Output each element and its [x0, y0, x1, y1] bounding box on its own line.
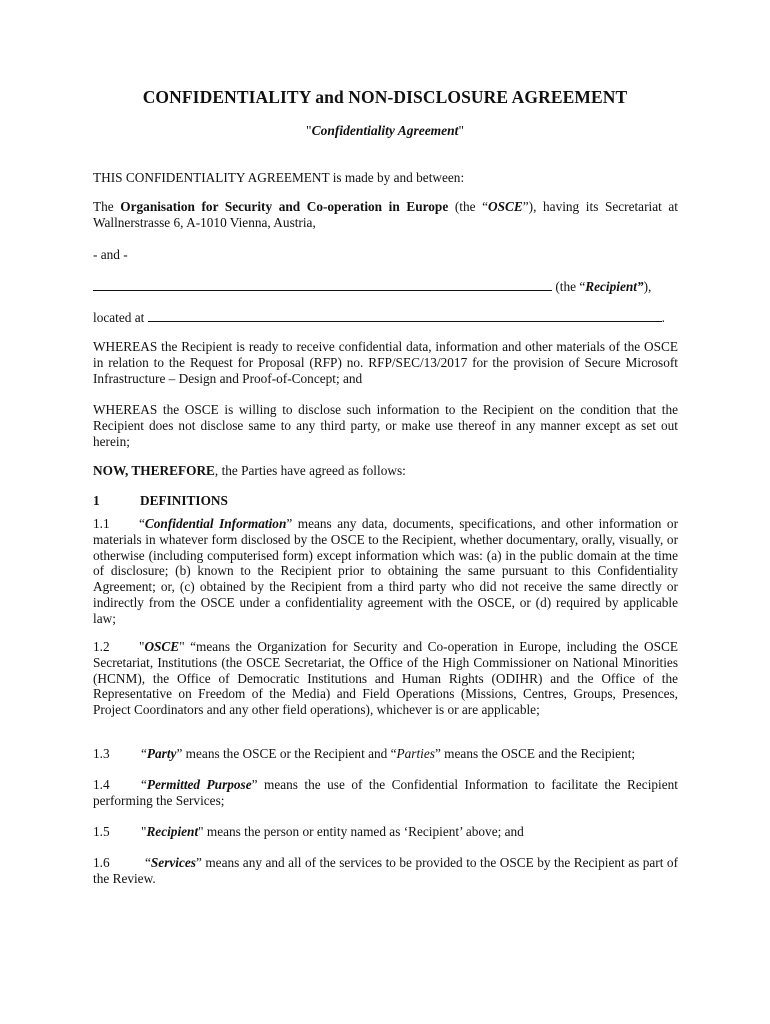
definition-1-2 [93, 639, 678, 718]
def-1-1-number: 1.1 [93, 516, 110, 531]
party1-mid: (the “ [448, 199, 489, 214]
party-osce-paragraph [93, 199, 678, 231]
def-1-2-number: 1.2 [93, 639, 110, 654]
def-1-3-text: ” means the OSCE and the Recipient; [434, 746, 636, 761]
subtitle-open-quote: " [306, 123, 312, 138]
located-label: located at [93, 310, 145, 325]
def-1-2-open: " [139, 639, 145, 654]
def-1-6-number: 1.6 [93, 855, 110, 870]
located-end: . [661, 310, 665, 325]
document-subtitle [0, 123, 770, 139]
now-therefore-paragraph [93, 463, 678, 479]
def-1-1-text: ” means any data, documents, specifications, and other information or materials in whatever form disclosed by the OSCE to the Recipient, whether documentary, orally, visually, or otherwise (including computerised form) except information which was: (a) in the public domain at the time of disclosure; (b) known to the Recipient prior to obtaining the same pursuant to this Confidentiality Agreement; or, (c) obtained by the Recipient from a third party who did not receive the same directly or indirectly from the OSCE under a confidentiality agreement with the OSCE, or (d) required by applicable law; [93, 516, 679, 626]
definition-1-1 [93, 516, 678, 627]
def-1-4-number: 1.4 [93, 777, 110, 792]
def-1-6-term: Services [150, 855, 196, 870]
def-1-5-number: 1.5 [93, 824, 110, 839]
document-title: CONFIDENTIALITY and NON-DISCLOSURE AGREEMENT [142, 87, 628, 107]
intro-paragraph: THIS CONFIDENTIALITY AGREEMENT is made by and between: [93, 170, 465, 185]
definition-1-6 [93, 855, 678, 887]
recipient-open: (the “ [555, 279, 586, 294]
def-1-3-open: “ [141, 746, 147, 761]
recipient-label: Recipient” [585, 279, 644, 294]
def-1-5-open: " [141, 824, 147, 839]
section-heading-definitions [93, 493, 678, 509]
def-1-6-text: ” means any and all of the services to be provided to the OSCE by the Recipient as part of the Review. [93, 855, 678, 886]
def-1-3-mid: ” means the OSCE or the Recipient and “ [176, 746, 397, 761]
and-separator: - and - [93, 247, 128, 262]
def-1-6-open: “ [145, 855, 151, 870]
definition-1-3 [93, 746, 678, 762]
def-1-4-open: “ [141, 777, 147, 792]
def-1-1-term: Confidential Information [144, 516, 287, 531]
def-1-2-text: " “means the Organization for Security and Co-operation in Europe, including the OSCE Secretariat, Institutions (the OSCE Secretariat, the Office of the High Commissioner on National Minorities (HCNM), the Office of Democratic Institutions and Human Rights (ODIHR) and the Office of the Representative on Freedom of the Media) and Field Operations (Missions, Centres, Groups, Presences, Project Coordinators and any other field operations), whichever is or are applicable; [93, 639, 678, 718]
subtitle-term: Confidentiality Agreement [311, 123, 459, 138]
def-1-2-term: OSCE [144, 639, 180, 654]
section-number: 1 [93, 493, 100, 508]
now-therefore-bold: NOW, THEREFORE [93, 463, 215, 478]
def-1-1-open: “ [139, 516, 145, 531]
recipient-close: ), [643, 279, 652, 294]
definition-1-5 [93, 824, 678, 840]
def-1-3-number: 1.3 [93, 746, 110, 761]
def-1-4-text: ” means the use of the Confidential Information to facilitate the Recipient performing the Services; [93, 777, 678, 808]
def-1-3-term2: Parties [396, 746, 435, 761]
whereas-paragraph-1: WHEREAS the Recipient is ready to receive confidential data, information and other materials of the OSCE in relation to the Request for Proposal (RFP) no. RFP/SEC/13/2017 for the provision of Secure Microsoft Infrastructure – Design and Proof-of-Concept; and [93, 339, 678, 386]
whereas-paragraph-2: WHEREAS the OSCE is willing to disclose such information to the Recipient on the condition that the Recipient does not disclose same to any third party, or make use thereof in any manner except as set out herein; [93, 402, 678, 449]
now-therefore-rest: , the Parties have agreed as follows: [214, 463, 406, 478]
recipient-line [93, 278, 678, 295]
party1-prefix: The [93, 199, 121, 214]
located-line [93, 309, 678, 326]
def-1-3-term: Party [146, 746, 177, 761]
recipient-name-blank [93, 278, 552, 291]
def-1-5-text: " means the person or entity named as ‘Recipient’ above; and [198, 824, 524, 839]
party1-abbr: OSCE [488, 199, 523, 214]
party1-name: Organisation for Security and Co-operation in Europe [120, 199, 449, 214]
def-1-5-term: Recipient [146, 824, 199, 839]
def-1-4-term: Permitted Purpose [146, 777, 252, 792]
location-blank [148, 309, 662, 322]
party1-rest: ”), having its Secretariat at Wallnerstrasse 6, A-1010 Vienna, Austria, [93, 199, 678, 230]
definition-1-4 [93, 777, 678, 809]
subtitle-close-quote: " [458, 123, 464, 138]
section-heading: DEFINITIONS [140, 493, 228, 508]
